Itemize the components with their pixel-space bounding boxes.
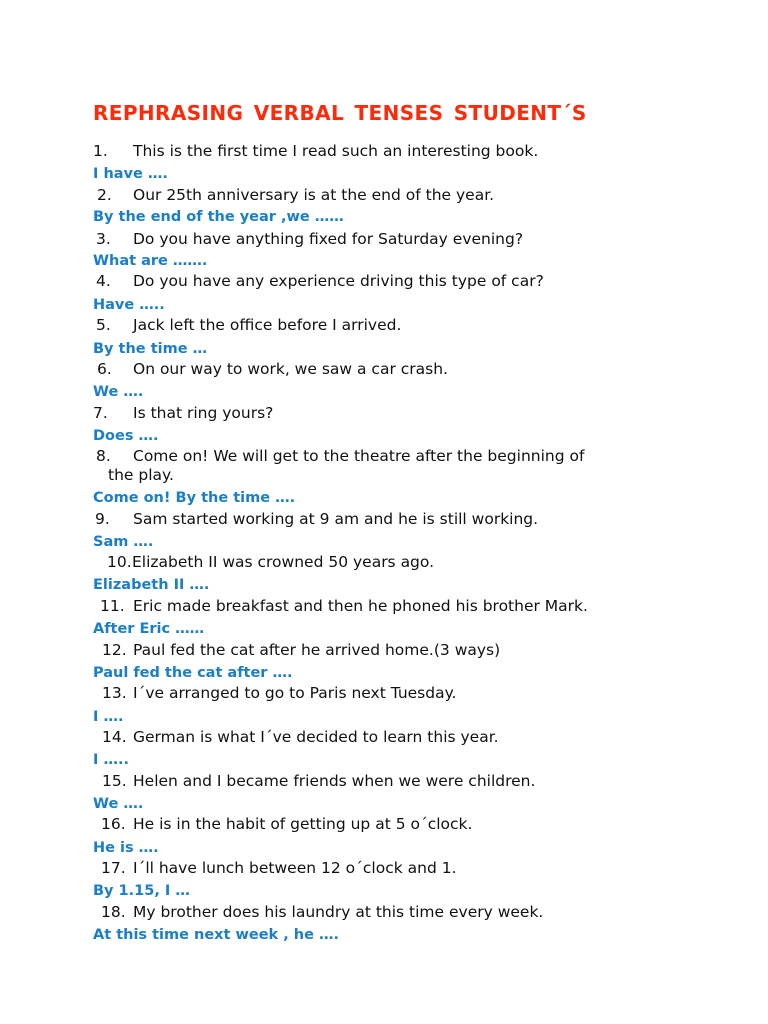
item-prompt: I have ….	[93, 166, 168, 182]
item-sentence: Eric made breakfast and then he phoned his brother Mark.	[133, 597, 588, 615]
item-number: 11.	[100, 597, 125, 615]
item-sentence: Sam started working at 9 am and he is still working.	[133, 510, 539, 528]
item-number: 16.	[101, 815, 126, 833]
item-number: 10.	[107, 553, 132, 571]
item-number: 17.	[101, 859, 126, 877]
item-sentence: Do you have anything fixed for Saturday evening?	[133, 230, 524, 248]
item-sentence: I´ve arranged to go to Paris next Tuesday.	[133, 684, 457, 702]
item-number: 4.	[96, 272, 111, 290]
item-sentence: Jack left the office before I arrived.	[133, 316, 402, 334]
item-sentence: Do you have any experience driving this type of car?	[133, 272, 544, 290]
item-number: 14.	[102, 728, 127, 746]
item-number: 9.	[95, 510, 110, 528]
item-sentence: Our 25th anniversary is at the end of the year.	[133, 186, 495, 204]
item-prompt: He is ….	[93, 840, 159, 856]
item-prompt: I ….	[93, 709, 124, 725]
item-prompt: Elizabeth II ….	[93, 577, 210, 593]
item-number: 2.	[97, 186, 112, 204]
item-sentence: Come on! We will get to the theatre after the beginning of	[133, 447, 585, 465]
item-prompt: Paul fed the cat after ….	[93, 665, 293, 681]
item-prompt: We ….	[93, 384, 144, 400]
item-sentence: My brother does his laundry at this time every week.	[133, 903, 544, 921]
item-prompt: I …..	[93, 752, 129, 768]
item-number: 18.	[101, 903, 126, 921]
item-number: 5.	[96, 316, 111, 334]
item-sentence: He is in the habit of getting up at 5 o´clock.	[133, 815, 473, 833]
item-prompt: What are …….	[93, 253, 208, 269]
item-number: 8.	[96, 447, 111, 465]
item-number: 13.	[102, 684, 127, 702]
item-number: 6.	[97, 360, 112, 378]
item-number: 15.	[102, 772, 127, 790]
item-sentence: On our way to work, we saw a car crash.	[133, 360, 448, 378]
item-number: 1.	[93, 142, 108, 160]
item-prompt: At this time next week , he ….	[93, 927, 340, 943]
item-sentence-continued: the play.	[108, 466, 174, 484]
item-prompt: By the end of the year ,we ……	[93, 209, 344, 225]
item-prompt: Sam ….	[93, 534, 154, 550]
item-sentence: Is that ring yours?	[133, 404, 274, 422]
item-prompt: Come on! By the time ….	[93, 490, 296, 506]
item-number: 7.	[93, 404, 108, 422]
item-number: 12.	[102, 641, 127, 659]
item-sentence: German is what I´ve decided to learn this year.	[133, 728, 499, 746]
item-prompt: We ….	[93, 796, 144, 812]
item-prompt: By 1.15, I …	[93, 883, 190, 899]
document-title: REPHRASING VERBAL TENSES STUDENT´S	[93, 101, 587, 125]
item-sentence: I´ll have lunch between 12 o´clock and 1.	[133, 859, 457, 877]
item-sentence: Elizabeth II was crowned 50 years ago.	[132, 553, 435, 571]
item-prompt: Does ….	[93, 428, 159, 444]
item-number: 3.	[96, 230, 111, 248]
item-prompt: After Eric ……	[93, 621, 205, 637]
item-sentence: Helen and I became friends when we were children.	[133, 772, 536, 790]
item-sentence: Paul fed the cat after he arrived home.(3 ways)	[133, 641, 501, 659]
item-prompt: By the time …	[93, 341, 208, 357]
item-sentence: This is the first time I read such an interesting book.	[133, 142, 539, 160]
item-prompt: Have …..	[93, 297, 165, 313]
